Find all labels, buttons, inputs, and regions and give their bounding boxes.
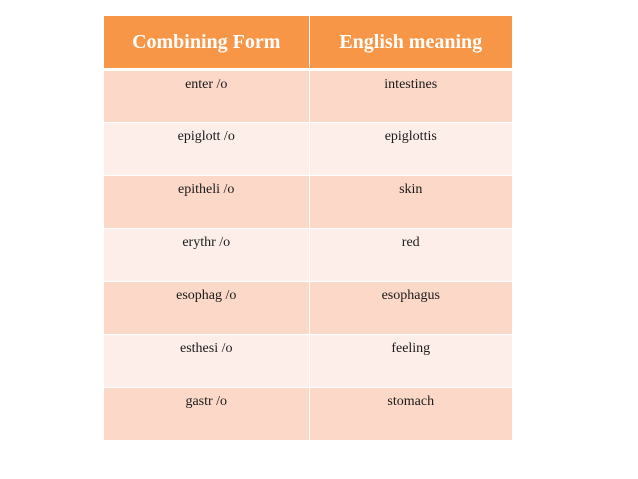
table-row bbox=[104, 70, 512, 123]
english-meaning-cell: epiglottis bbox=[309, 123, 512, 176]
combining-form-cell: esophag /o bbox=[104, 282, 309, 335]
combining-forms-table bbox=[104, 16, 512, 441]
english-meaning-cell: esophagus bbox=[309, 282, 512, 335]
english-meaning-cell: intestines bbox=[309, 70, 512, 123]
table-header bbox=[104, 16, 512, 70]
english-meaning-cell: stomach bbox=[309, 388, 512, 441]
header-english-meaning: English meaning bbox=[309, 16, 512, 70]
combining-form-cell: epiglott /o bbox=[104, 123, 309, 176]
english-meaning-cell: red bbox=[309, 229, 512, 282]
combining-form-cell: gastr /o bbox=[104, 388, 309, 441]
table-row bbox=[104, 123, 512, 176]
combining-form-cell: erythr /o bbox=[104, 229, 309, 282]
combining-form-cell: esthesi /o bbox=[104, 335, 309, 388]
table-row bbox=[104, 229, 512, 282]
english-meaning-cell: skin bbox=[309, 176, 512, 229]
table-row bbox=[104, 176, 512, 229]
header-row bbox=[104, 16, 512, 70]
table-body bbox=[104, 70, 512, 441]
table-row bbox=[104, 335, 512, 388]
combining-form-cell: epitheli /o bbox=[104, 176, 309, 229]
english-meaning-cell: feeling bbox=[309, 335, 512, 388]
table-row bbox=[104, 388, 512, 441]
combining-form-cell: enter /o bbox=[104, 70, 309, 123]
table-row bbox=[104, 282, 512, 335]
header-combining-form: Combining Form bbox=[104, 16, 309, 70]
